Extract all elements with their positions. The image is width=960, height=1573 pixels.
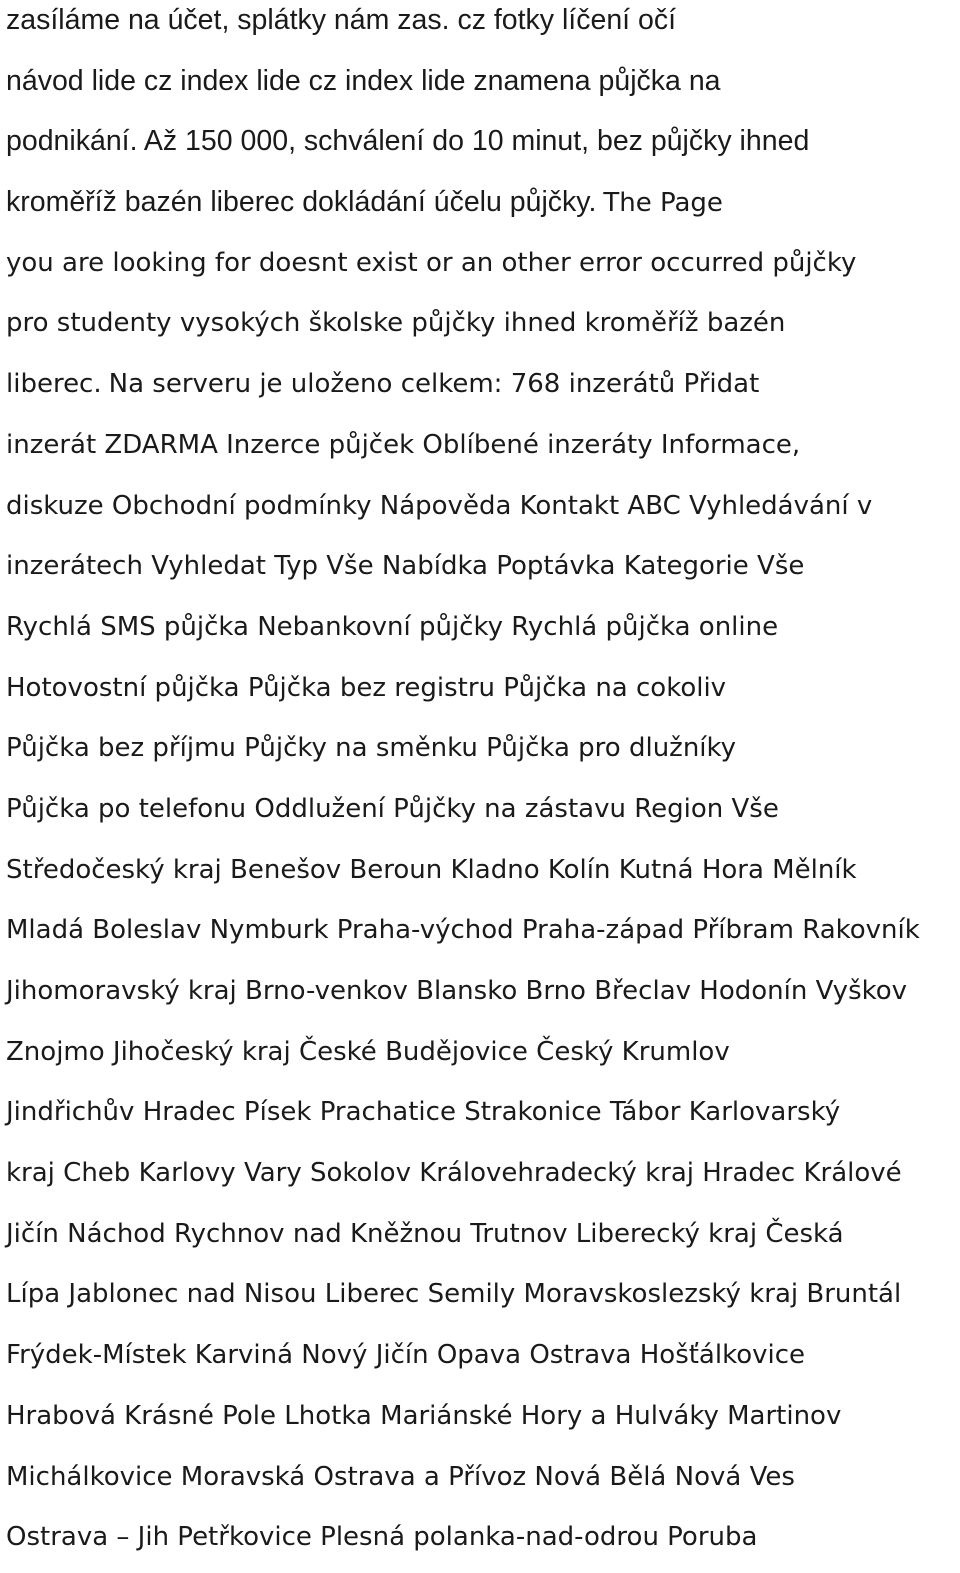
text-line-21: Jičín Náchod Rychnov nad Kněžnou Trutnov Liberecký kraj Česká [6,1218,844,1249]
text-line-14: Půjčka po telefonu Oddlužení Půjčky na zástavu Region Vše [6,793,779,824]
text-line-23: Frýdek-Místek Karviná Nový Jičín Opava Ostrava Hošťálkovice [6,1340,806,1371]
text-line-22: Lípa Jablonec nad Nisou Liberec Semily Moravskoslezský kraj Bruntál [6,1279,902,1310]
text-line-17: Jihomoravský kraj Brno-venkov Blansko Brno Břeclav Hodonín Vyškov [6,976,908,1006]
text-line-19: Jindřichův Hradec Písek Prachatice Strakonice Tábor Karlovarský [6,1097,841,1128]
text-line-10: inzerátech Vyhledat Typ Vše Nabídka Poptávka Kategorie Vše [6,551,805,582]
text-line-11: Rychlá SMS půjčka Nebankovní půjčky Rychlá půjčka online [6,611,779,642]
text-line-18: Znojmo Jihočeský kraj České Budějovice Český Krumlov [6,1036,730,1067]
text-line-25: Michálkovice Moravská Ostrava a Přívoz Nová Bělá Nová Ves [6,1461,795,1492]
text-line-2: návod lide cz index lide cz index lide znamena půjčka na [6,64,721,97]
text-line-5: you are looking for doesnt exist or an other error occurred půjčky [6,247,857,278]
text-line-15: Středočeský kraj Benešov Beroun Kladno Kolín Kutná Hora Mělník [6,854,857,885]
text-line-4 [6,177,960,238]
text-line-7 [6,359,960,420]
text-line-26: Ostrava – Jih Petřkovice Plesná polanka-nad-odrou Poruba [6,1522,758,1553]
text-line-24: Hrabová Krásné Pole Lhotka Mariánské Hory a Hulváky Martinov [6,1400,842,1431]
text-line-4-dejavu-part: The Page [603,188,723,219]
text-line-9: diskuze Obchodní podmínky Nápověda Kontakt ABC Vyhledávání v [6,490,873,521]
text-line-3: podnikání. Až 150 000, schválení do 10 minut, bez půjčky ihned [6,125,810,158]
text-line-7-second-part: Na serveru je uloženo celkem: 768 inzerátů Přidat [108,369,760,400]
text-line-4-sans-part: kroměříž bazén liberec dokládání účelu půjčky. [6,186,597,219]
text-line-16: Mladá Boleslav Nymburk Praha-východ Praha-západ Příbram Rakovník [6,915,920,946]
text-line-20: kraj Cheb Karlovy Vary Sokolov Královehradecký kraj Hradec Králové [6,1158,902,1189]
text-line-1: zasíláme na účet, splátky nám zas. cz fotky líčení očí [6,4,677,36]
text-line-8: inzerát ZDARMA Inzerce půjček Oblíbené inzeráty Informace, [6,429,801,460]
text-line-13: Půjčka bez příjmu Půjčky na směnku Půjčka pro dlužníky [6,733,737,764]
text-line-12: Hotovostní půjčka Půjčka bez registru Půjčka na cokoliv [6,672,727,703]
text-line-6: pro studenty vysokých školske půjčky ihned kroměříž bazén [6,308,786,339]
text-line-7-first-part: liberec. [6,369,102,400]
